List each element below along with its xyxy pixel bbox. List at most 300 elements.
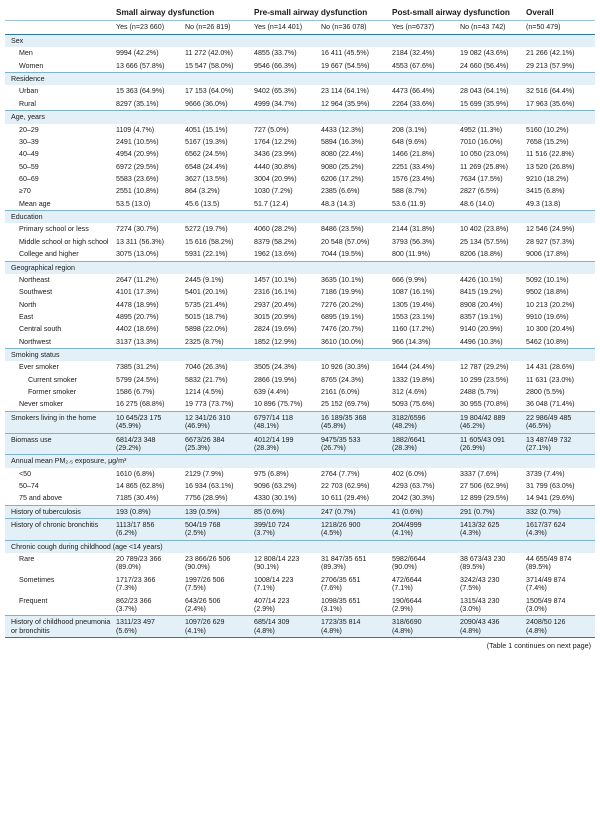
row-label: Ever smoker <box>19 363 59 372</box>
table-cell <box>249 286 316 298</box>
table-cell <box>521 323 595 335</box>
table-cell <box>180 411 249 433</box>
cell-value: 3627 (13.5%) <box>185 174 228 183</box>
cell-value: 1617/37 624 <box>526 521 566 530</box>
table-cell <box>455 148 521 160</box>
table-cell <box>316 299 387 311</box>
table-cell <box>249 492 316 505</box>
cell-value: 13 311 (56.3%) <box>116 237 164 246</box>
table-cell <box>521 433 595 455</box>
cell-value: 7010 (16.0%) <box>460 137 503 146</box>
table-cell <box>387 361 455 373</box>
cell-value: 1962 (13.6%) <box>254 250 297 259</box>
cell-value: 2706/35 651 <box>321 575 361 584</box>
table-cell <box>180 47 249 59</box>
table-cell <box>316 185 387 197</box>
table-row <box>5 505 595 518</box>
cell-value: 15 547 (58.0%) <box>185 61 234 70</box>
table-row <box>5 274 595 286</box>
table-cell <box>180 98 249 111</box>
table-cell <box>316 136 387 148</box>
table-cell <box>316 398 387 411</box>
table-cell <box>111 492 180 505</box>
cell-value: 5931 (22.1%) <box>185 250 228 259</box>
cell-value: 588 (8.7%) <box>392 187 427 196</box>
cell-value: 3610 (10.0%) <box>321 337 364 346</box>
cell-percent: (29.2%) <box>116 443 141 452</box>
table-cell <box>316 198 387 211</box>
row-label: History of chronic bronchitis <box>5 519 111 541</box>
table-cell <box>111 433 180 455</box>
cell-value: 48.6 (14.0) <box>460 199 495 208</box>
cell-value: 399/10 724 <box>254 521 290 530</box>
table-cell <box>316 311 387 323</box>
cell-value: 14 865 (62.8%) <box>116 481 165 490</box>
table-cell <box>180 148 249 160</box>
cell-value: 11 269 (25.8%) <box>460 162 508 171</box>
cell-value: 23 114 (64.1%) <box>321 87 369 96</box>
cell-value: 8297 (35.1%) <box>116 99 159 108</box>
cell-value: 2824 (19.6%) <box>254 325 297 334</box>
table-row <box>5 161 595 173</box>
cell-value: 6972 (29.5%) <box>116 162 159 171</box>
table-cell <box>455 124 521 136</box>
cell-value: 10 402 (23.8%) <box>460 225 509 234</box>
table-cell <box>111 595 180 616</box>
table-cell <box>521 398 595 411</box>
cell-value: 3635 (10.1%) <box>321 275 364 284</box>
cell-value: 10 300 (20.4%) <box>526 325 575 334</box>
cell-percent: (4.1%) <box>185 626 206 635</box>
cell-value: 1644 (24.4%) <box>392 363 435 372</box>
table-cell <box>316 274 387 286</box>
table-cell <box>316 492 387 505</box>
table-cell <box>316 85 387 97</box>
table-cell <box>455 198 521 211</box>
table-cell <box>249 136 316 148</box>
row-label: Never smoker <box>19 400 64 409</box>
cell-value: 6548 (24.4%) <box>185 162 228 171</box>
table-cell <box>455 299 521 311</box>
row-label: Rural <box>19 99 36 108</box>
table-cell <box>521 173 595 185</box>
table-cell <box>180 161 249 173</box>
table-cell <box>180 398 249 411</box>
cell-value: 30 955 (70.8%) <box>460 400 509 409</box>
table-cell <box>180 336 249 349</box>
cell-percent: (7.5%) <box>460 584 481 593</box>
cell-value: 3242/43 230 <box>460 575 500 584</box>
cell-value: 38 673/43 230 <box>460 555 506 564</box>
cell-value: 1113/17 856 <box>116 521 155 530</box>
table-row <box>5 286 595 298</box>
table-cell <box>249 361 316 373</box>
table-cell <box>316 433 387 455</box>
cell-percent: (46.5%) <box>526 422 551 431</box>
table-cell <box>249 505 316 518</box>
cell-value: 643/26 506 <box>185 596 221 605</box>
table-cell <box>387 60 455 73</box>
cell-value: 2042 (30.3%) <box>392 494 435 503</box>
cell-value: 2800 (5.5%) <box>526 388 565 397</box>
table-cell <box>387 468 455 480</box>
cell-value: 3004 (20.9%) <box>254 174 297 183</box>
cell-value: 36 048 (71.4%) <box>526 400 575 409</box>
cell-value: 9096 (63.2%) <box>254 481 297 490</box>
table-cell <box>521 386 595 398</box>
cell-value: 28 927 (57.3%) <box>526 237 575 246</box>
table-cell <box>111 136 180 148</box>
cell-value: 5799 (24.5%) <box>116 375 159 384</box>
cell-value: 3793 (56.3%) <box>392 237 435 246</box>
cell-value: 3137 (13.3%) <box>116 337 159 346</box>
row-label: Smokers living in the home <box>5 411 111 433</box>
cell-value: 1218/26 900 <box>321 521 361 530</box>
cell-value: 2325 (8.7%) <box>185 337 224 346</box>
table-body <box>5 35 595 638</box>
column-header-row <box>5 20 595 34</box>
table-cell <box>111 98 180 111</box>
table-cell <box>316 124 387 136</box>
table-cell <box>455 574 521 595</box>
table-cell <box>180 85 249 97</box>
cell-value: 8379 (58.2%) <box>254 237 297 246</box>
table-cell <box>249 223 316 235</box>
row-label: North <box>19 300 37 309</box>
table-cell <box>387 386 455 398</box>
cell-value: 4473 (66.4%) <box>392 87 435 96</box>
table-cell <box>249 616 316 638</box>
cell-value: 25 152 (69.7%) <box>321 400 370 409</box>
table-cell <box>521 553 595 574</box>
cell-value: 2408/50 126 <box>526 618 566 627</box>
cell-value: 5092 (10.1%) <box>526 275 569 284</box>
cell-percent: (5.6%) <box>116 626 137 635</box>
cell-value: 14 941 (29.6%) <box>526 494 575 503</box>
table-cell <box>180 519 249 541</box>
cell-value: 2251 (33.4%) <box>392 162 435 171</box>
table-row <box>5 336 595 349</box>
table-cell <box>180 492 249 505</box>
row-label: History of childhood pneumonia or bronchitis <box>5 616 111 638</box>
table-cell <box>387 374 455 386</box>
cell-percent: (28.3%) <box>392 443 417 452</box>
cell-value: 2488 (5.7%) <box>460 388 499 397</box>
table-row <box>5 398 595 411</box>
cell-value: 407/14 223 <box>254 596 290 605</box>
cell-value: 208 (3.1%) <box>392 125 427 134</box>
cell-value: 5832 (21.7%) <box>185 375 228 384</box>
cell-value: 9006 (17.8%) <box>526 250 569 259</box>
table-cell <box>316 336 387 349</box>
cell-value: 1030 (7.2%) <box>254 187 293 196</box>
cell-value: 11 631 (23.0%) <box>526 375 574 384</box>
col-header-pre-no: No (n=36 078) <box>316 20 387 34</box>
cell-value: 49.3 (13.8) <box>526 199 561 208</box>
cell-value: 1098/35 651 <box>321 596 361 605</box>
cell-value: 2866 (19.9%) <box>254 375 297 384</box>
cell-value: 1315/43 230 <box>460 596 500 605</box>
table-cell <box>180 553 249 574</box>
cell-percent: (4.5%) <box>321 529 342 538</box>
table-cell <box>455 374 521 386</box>
table-cell <box>387 299 455 311</box>
cell-value: 139 (0.5%) <box>185 507 220 516</box>
cell-value: 4293 (63.7%) <box>392 481 435 490</box>
cell-percent: (89.5%) <box>460 563 485 572</box>
cell-percent: (2.5%) <box>185 529 206 538</box>
table-row <box>5 311 595 323</box>
table-cell <box>455 398 521 411</box>
table-cell <box>455 361 521 373</box>
cell-value: 7276 (20.2%) <box>321 300 364 309</box>
table-cell <box>316 323 387 335</box>
cell-value: 2184 (32.4%) <box>392 49 435 58</box>
cell-value: 2264 (33.6%) <box>392 99 435 108</box>
cell-value: 13 666 (57.8%) <box>116 61 165 70</box>
cell-value: 12 787 (29.2%) <box>460 363 509 372</box>
cell-value: 332 (0.7%) <box>526 507 561 516</box>
table-cell <box>249 374 316 386</box>
row-label: Former smoker <box>28 388 77 397</box>
table-cell <box>249 60 316 73</box>
cell-value: 16 275 (68.8%) <box>116 400 165 409</box>
table-cell <box>387 148 455 160</box>
table-cell <box>111 336 180 349</box>
cell-percent: (89.0%) <box>116 563 141 572</box>
table-cell <box>111 148 180 160</box>
cell-value: 31 847/35 651 <box>321 555 367 564</box>
table-cell <box>316 148 387 160</box>
cell-value: 1457 (10.1%) <box>254 275 297 284</box>
table-row <box>5 185 595 197</box>
table-cell <box>521 574 595 595</box>
cell-value: 1717/23 366 <box>116 575 156 584</box>
table-cell <box>249 274 316 286</box>
table-cell <box>249 433 316 455</box>
section-label: Sex <box>5 35 595 48</box>
cell-value: 20 548 (57.0%) <box>321 237 370 246</box>
cell-value: 25 134 (57.5%) <box>460 237 509 246</box>
table-cell <box>387 519 455 541</box>
cell-value: 9994 (42.2%) <box>116 49 159 58</box>
cell-value: 9402 (65.3%) <box>254 87 297 96</box>
cell-value: 7756 (28.9%) <box>185 494 228 503</box>
row-label: Central south <box>19 325 62 334</box>
cell-value: 1723/35 814 <box>321 618 361 627</box>
table-cell <box>180 286 249 298</box>
cell-percent: (90.0%) <box>185 563 210 572</box>
table-cell <box>316 505 387 518</box>
row-label: College and higher <box>19 250 79 259</box>
cell-percent: (27.1%) <box>526 443 551 452</box>
table-cell <box>316 173 387 185</box>
cell-percent: (25.3%) <box>185 443 210 452</box>
section-label: Chronic cough during childhood (age <14 years) <box>5 540 595 553</box>
cell-value: 1087 (16.1%) <box>392 288 435 297</box>
cell-value: 504/19 768 <box>185 521 221 530</box>
cell-value: 8415 (19.2%) <box>460 288 503 297</box>
cell-value: 4433 (12.3%) <box>321 125 364 134</box>
table-cell <box>180 574 249 595</box>
table-cell <box>455 553 521 574</box>
section-label: Geographical region <box>5 261 595 274</box>
cell-value: 11 516 (22.8%) <box>526 150 574 159</box>
cell-value: 1882/6641 <box>392 435 426 444</box>
cell-value: 1764 (12.2%) <box>254 137 297 146</box>
table-cell <box>521 124 595 136</box>
table-cell <box>111 519 180 541</box>
characteristics-table <box>5 4 595 638</box>
table-cell <box>521 336 595 349</box>
table-cell <box>387 595 455 616</box>
table-cell <box>249 398 316 411</box>
table-cell <box>180 361 249 373</box>
cell-percent: (2.9%) <box>254 604 275 613</box>
table-row <box>5 433 595 455</box>
table-cell <box>521 274 595 286</box>
cell-value: 6673/26 384 <box>185 435 225 444</box>
table-row <box>5 47 595 59</box>
table-cell <box>387 198 455 211</box>
cell-value: 5735 (21.4%) <box>185 300 228 309</box>
table-cell <box>387 336 455 349</box>
cell-value: 10 896 (75.7%) <box>254 400 303 409</box>
table-cell <box>180 173 249 185</box>
table-cell <box>455 85 521 97</box>
table-row <box>5 411 595 433</box>
cell-value: 9475/35 533 <box>321 435 361 444</box>
table-cell <box>455 274 521 286</box>
table-cell <box>455 47 521 59</box>
table-row <box>5 136 595 148</box>
table-cell <box>180 386 249 398</box>
cell-value: 13 520 (26.8%) <box>526 162 575 171</box>
table-cell <box>249 519 316 541</box>
col-header-sad-no: No (n=26 819) <box>180 20 249 34</box>
table-cell <box>316 519 387 541</box>
cell-value: 6895 (19.1%) <box>321 312 364 321</box>
section-label: Age, years <box>5 111 595 124</box>
row-label: History of tuberculosis <box>5 505 111 518</box>
cell-value: 7044 (19.5%) <box>321 250 364 259</box>
table-cell <box>180 60 249 73</box>
cell-value: 12 899 (29.5%) <box>460 494 509 503</box>
table-cell <box>111 411 180 433</box>
table-cell <box>521 136 595 148</box>
cell-value: 4440 (30.8%) <box>254 162 297 171</box>
cell-value: 19 804/42 889 <box>460 413 506 422</box>
row-label: 75 and above <box>19 494 62 503</box>
table-cell <box>521 480 595 492</box>
table-cell <box>316 468 387 480</box>
table-cell <box>521 236 595 248</box>
cell-value: 9502 (18.8%) <box>526 288 569 297</box>
table-cell <box>249 468 316 480</box>
cell-value: 22 986/49 485 <box>526 413 572 422</box>
table-cell <box>387 236 455 248</box>
cell-value: 1553 (23.1%) <box>392 312 435 321</box>
table-cell <box>111 161 180 173</box>
table-cell <box>316 386 387 398</box>
cell-value: 864 (3.2%) <box>185 187 220 196</box>
cell-value: 11 272 (42.0%) <box>185 49 233 58</box>
cell-value: 4426 (10.1%) <box>460 275 503 284</box>
section-label: Smoking status <box>5 349 595 362</box>
table-row <box>5 480 595 492</box>
table-cell <box>180 248 249 261</box>
cell-value: 10 213 (20.2%) <box>526 300 575 309</box>
section-label: Residence <box>5 73 595 86</box>
cell-value: 291 (0.7%) <box>460 507 495 516</box>
table-row <box>5 374 595 386</box>
table-cell <box>249 574 316 595</box>
cell-value: 12 341/26 310 <box>185 413 231 422</box>
table-cell <box>249 236 316 248</box>
table-cell <box>249 185 316 197</box>
table-row <box>5 60 595 73</box>
table-cell <box>180 124 249 136</box>
table-cell <box>111 47 180 59</box>
table-cell <box>387 553 455 574</box>
table-cell <box>111 480 180 492</box>
cell-value: 5167 (19.3%) <box>185 137 228 146</box>
cell-value: 19 082 (43.6%) <box>460 49 509 58</box>
table-cell <box>455 248 521 261</box>
section-header-row <box>5 455 595 468</box>
cell-value: 5401 (20.1%) <box>185 288 228 297</box>
table-cell <box>521 595 595 616</box>
table-cell <box>521 198 595 211</box>
section-header-row <box>5 35 595 48</box>
table-cell <box>387 173 455 185</box>
table-cell <box>387 616 455 638</box>
cell-value: 17 153 (64.0%) <box>185 87 234 96</box>
cell-value: 648 (9.6%) <box>392 137 427 146</box>
table-cell <box>455 595 521 616</box>
cell-percent: (26.7%) <box>321 443 346 452</box>
table-cell <box>316 286 387 298</box>
table-row <box>5 148 595 160</box>
row-label: Primary school or less <box>19 225 89 234</box>
table-cell <box>111 198 180 211</box>
table-row <box>5 223 595 235</box>
table-cell <box>455 236 521 248</box>
table-row <box>5 85 595 97</box>
table-cell <box>111 374 180 386</box>
cell-value: 9910 (19.6%) <box>526 312 569 321</box>
cell-value: 318/6690 <box>392 618 422 627</box>
table-cell <box>387 574 455 595</box>
row-label: Northwest <box>19 337 51 346</box>
cell-value: 6797/14 118 <box>254 413 293 422</box>
row-label: Women <box>19 61 44 70</box>
cell-value: 5093 (75.6%) <box>392 400 435 409</box>
table-cell <box>521 299 595 311</box>
row-label: Current smoker <box>28 375 77 384</box>
table-cell <box>455 173 521 185</box>
cell-value: 2445 (9.1%) <box>185 275 224 284</box>
table-cell <box>455 468 521 480</box>
table-cell <box>455 616 521 638</box>
table-cell <box>387 411 455 433</box>
cell-percent: (7.1%) <box>392 584 413 593</box>
row-label: Sometimes <box>19 575 55 584</box>
row-label: Biomass use <box>5 433 111 455</box>
table-cell <box>249 386 316 398</box>
table-cell <box>387 492 455 505</box>
cell-value: 7046 (26.3%) <box>185 363 228 372</box>
